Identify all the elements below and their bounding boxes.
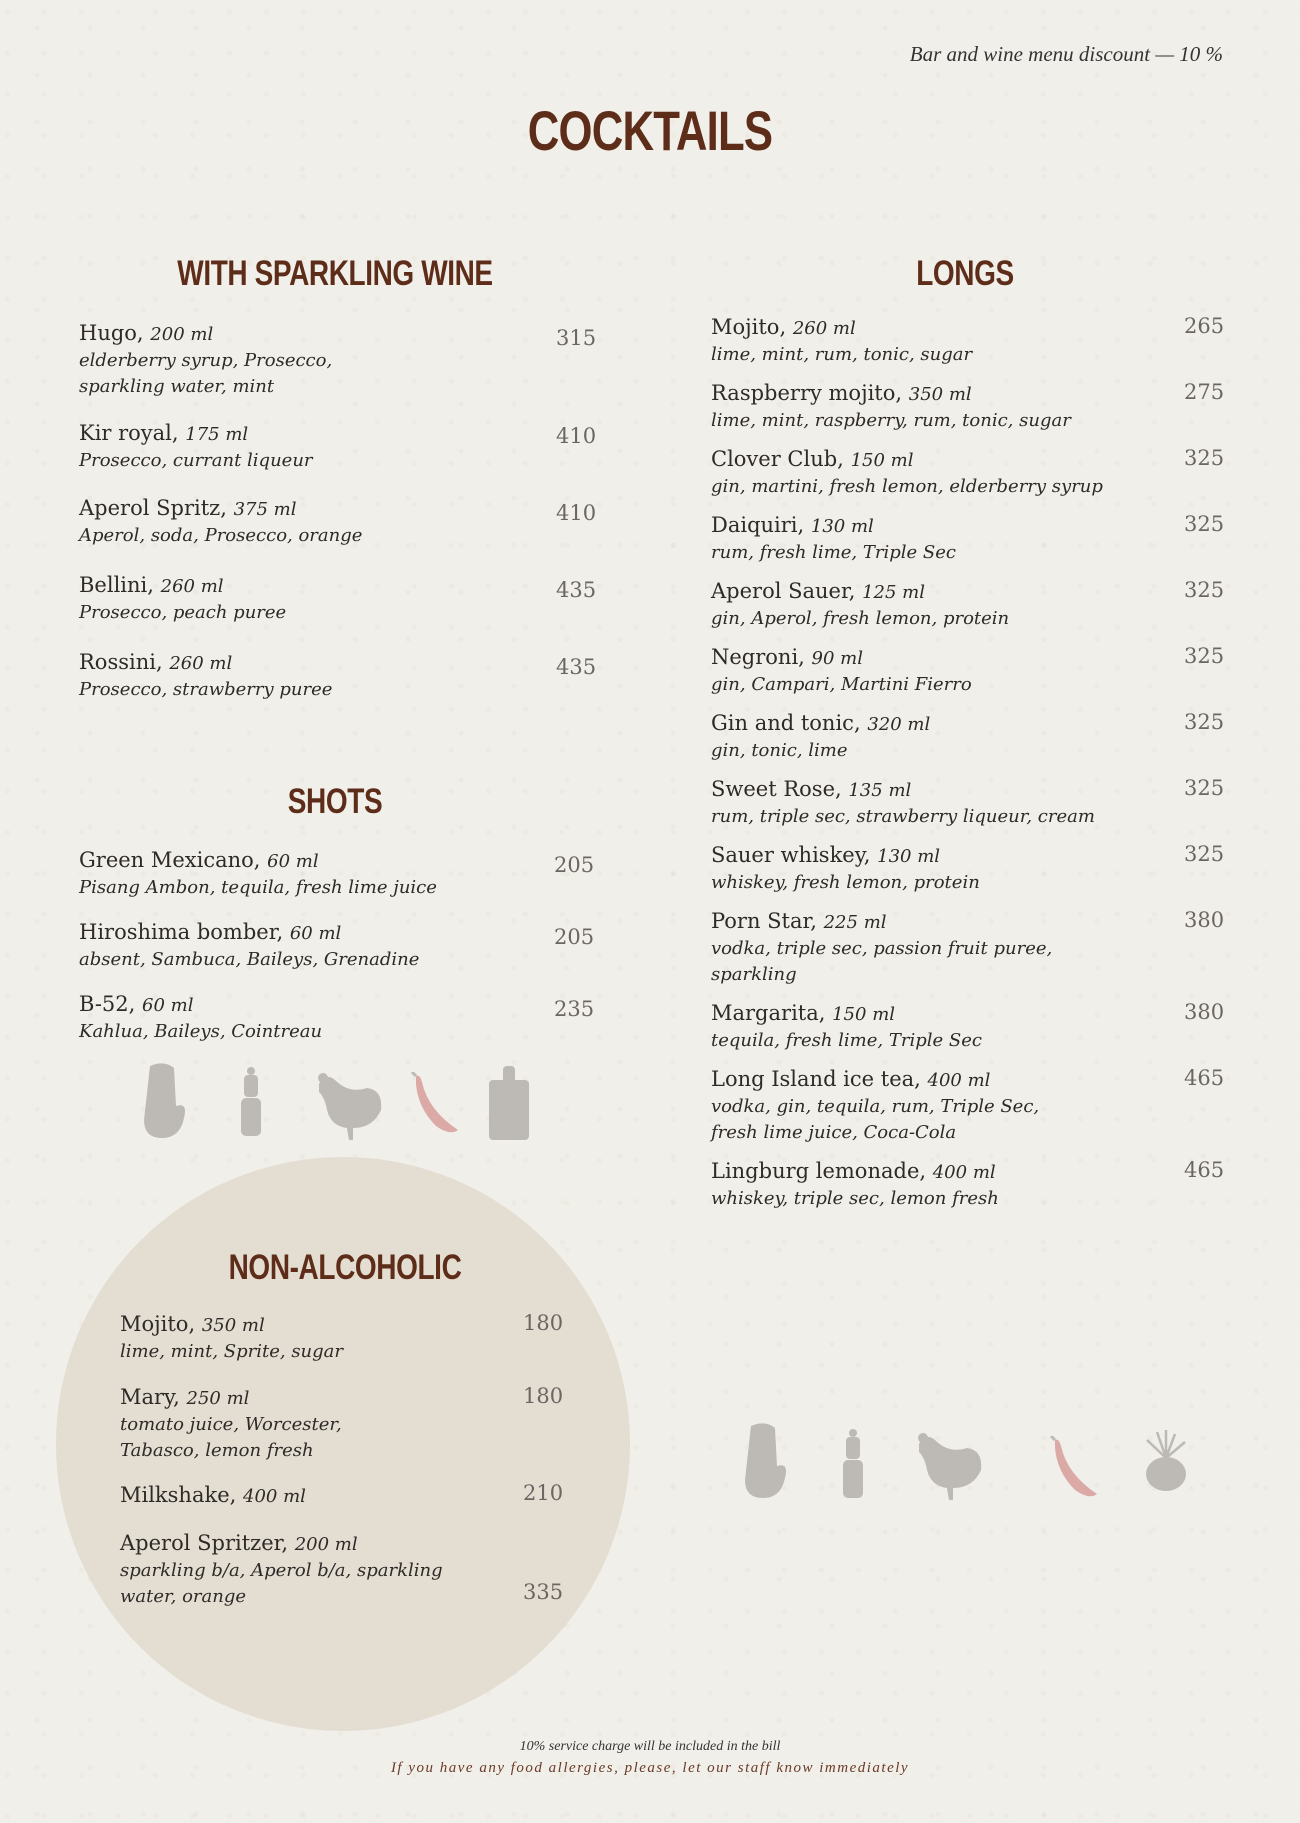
- item-price: 335: [523, 1580, 564, 1604]
- item-price: 325: [1184, 446, 1225, 470]
- item-price: 435: [556, 578, 597, 602]
- page-title: COCKTAILS: [527, 99, 773, 162]
- item-volume: 130 ml: [810, 516, 874, 537]
- menu-item: [79, 847, 437, 901]
- item-volume: 60 ml: [267, 851, 319, 872]
- item-description: whiskey, fresh lemon, protein: [711, 872, 980, 893]
- item-price: 205: [554, 925, 595, 949]
- item-volume: 350 ml: [201, 1315, 265, 1336]
- item-name: Sweet Rose,: [711, 777, 842, 801]
- item-price: 275: [1184, 380, 1225, 404]
- item-name: Hiroshima bomber,: [79, 920, 284, 944]
- item-name: Long Island ice tea,: [711, 1067, 921, 1091]
- menu-item: [711, 314, 972, 368]
- item-description: elderberry syrup, Prosecco,: [79, 350, 333, 371]
- menu-item: [120, 1384, 342, 1464]
- item-name: Aperol Spritzer,: [120, 1531, 289, 1555]
- item-volume: 375 ml: [233, 499, 297, 520]
- menu-item: [711, 1158, 999, 1212]
- item-description: rum, triple sec, strawberry liqueur, cream: [711, 806, 1095, 827]
- item-name: Mary,: [120, 1385, 180, 1409]
- item-name: Porn Star,: [711, 909, 817, 933]
- menu-item: [711, 380, 1071, 434]
- item-description: whiskey, triple sec, lemon fresh: [711, 1188, 999, 1209]
- item-description: Prosecco, peach puree: [79, 602, 287, 623]
- item-volume: 60 ml: [142, 995, 194, 1016]
- menu-item: [120, 1482, 306, 1510]
- item-description: water, orange: [120, 1586, 247, 1607]
- item-price: 325: [1184, 776, 1225, 800]
- menu-item: [711, 1066, 1039, 1146]
- item-description: sparkling: [711, 964, 797, 985]
- item-name: Daiquiri,: [711, 513, 805, 537]
- rooster-icon: [313, 1070, 385, 1144]
- item-volume: 350 ml: [908, 384, 972, 405]
- item-price: 205: [554, 853, 595, 877]
- item-price: 180: [523, 1384, 564, 1408]
- item-description: Pisang Ambon, tequila, fresh lime juice: [79, 877, 437, 898]
- item-price: 325: [1184, 644, 1225, 668]
- oven-mitt-icon: [741, 1422, 789, 1500]
- item-volume: 90 ml: [811, 648, 863, 669]
- item-name: Gin and tonic,: [711, 711, 861, 735]
- item-name: Raspberry mojito,: [711, 381, 903, 405]
- item-description: sparkling b/a, Aperol b/a, sparkling: [120, 1560, 443, 1581]
- item-description: gin, martini, fresh lemon, elderberry syrup: [711, 476, 1103, 497]
- item-name: Margarita,: [711, 1001, 826, 1025]
- menu-item: [79, 320, 332, 400]
- onion-icon: [1137, 1428, 1195, 1494]
- chili-pepper-icon: [1049, 1436, 1103, 1500]
- section-title-longs: LONGS: [916, 254, 1014, 293]
- section-title-shots: SHOTS: [287, 782, 383, 821]
- allergy-note: If you have any food allergies, please, let our staff know immediately: [390, 1760, 910, 1776]
- menu-item: [711, 908, 1052, 988]
- item-price: 380: [1184, 1000, 1225, 1024]
- section-title-non-alcoholic: NON-ALCOHOLIC: [228, 1248, 462, 1287]
- item-volume: 150 ml: [850, 450, 914, 471]
- item-price: 325: [1184, 512, 1225, 536]
- item-description: gin, Campari, Martini Fierro: [711, 674, 972, 695]
- menu-item: [79, 919, 419, 973]
- item-description: absent, Sambuca, Baileys, Grenadine: [79, 949, 420, 970]
- item-description: Kahlua, Baileys, Cointreau: [79, 1021, 323, 1042]
- menu-item: [711, 710, 930, 764]
- item-price: 380: [1184, 908, 1225, 932]
- item-description: sparkling water, mint: [79, 376, 275, 397]
- item-volume: 400 ml: [927, 1070, 991, 1091]
- rooster-icon: [913, 1430, 985, 1504]
- item-volume: 200 ml: [150, 324, 214, 345]
- item-volume: 60 ml: [289, 923, 342, 944]
- item-name: Clover Club,: [711, 447, 844, 471]
- item-name: Milkshake,: [120, 1483, 237, 1507]
- item-name: Hugo,: [79, 321, 144, 345]
- item-price: 465: [1184, 1066, 1225, 1090]
- item-description: lime, mint, Sprite, sugar: [120, 1341, 344, 1362]
- item-volume: 150 ml: [832, 1004, 896, 1025]
- item-price: 265: [1184, 314, 1225, 338]
- item-volume: 175 ml: [185, 424, 249, 445]
- menu-item: [79, 420, 313, 474]
- item-volume: 260 ml: [169, 653, 233, 674]
- item-volume: 320 ml: [867, 714, 931, 735]
- item-price: 410: [556, 424, 597, 448]
- menu-item: [79, 572, 286, 626]
- item-name: Lingburg lemonade,: [711, 1159, 927, 1183]
- item-description: tequila, fresh lime, Triple Sec: [711, 1030, 982, 1051]
- item-description: Prosecco, currant liqueur: [79, 450, 313, 471]
- item-price: 435: [556, 655, 597, 679]
- oven-mitt-icon: [140, 1062, 188, 1140]
- item-price: 210: [523, 1481, 564, 1505]
- item-description: Tabasco, lemon fresh: [120, 1440, 314, 1461]
- item-description: vodka, triple sec, passion fruit puree,: [711, 938, 1053, 959]
- item-volume: 250 ml: [186, 1388, 250, 1409]
- item-name: B-52,: [79, 992, 136, 1016]
- item-price: 325: [1184, 710, 1225, 734]
- item-name: Bellini,: [79, 573, 154, 597]
- menu-item: [711, 842, 980, 896]
- item-description: Prosecco, strawberry puree: [79, 679, 333, 700]
- menu-item: [711, 578, 1009, 632]
- item-price: 315: [556, 326, 597, 350]
- item-description: gin, Aperol, fresh lemon, protein: [711, 608, 1010, 629]
- item-price: 180: [523, 1311, 564, 1335]
- item-description: tomato juice, Worcester,: [120, 1414, 342, 1435]
- pepper-mill-icon: [838, 1428, 868, 1500]
- menu-item: [79, 495, 362, 549]
- menu-item: [79, 649, 332, 703]
- menu-item: [79, 991, 322, 1045]
- item-name: Sauer whiskey,: [711, 843, 871, 867]
- item-name: Mojito,: [711, 315, 787, 339]
- cutting-board-icon: [487, 1066, 531, 1142]
- item-volume: 260 ml: [792, 318, 856, 339]
- pepper-mill-icon: [236, 1066, 266, 1138]
- item-name: Rossini,: [79, 650, 163, 674]
- item-description: fresh lime juice, Coca-Cola: [711, 1122, 957, 1143]
- item-name: Aperol Spritz,: [79, 496, 227, 520]
- item-name: Mojito,: [120, 1312, 196, 1336]
- item-volume: 225 ml: [823, 912, 887, 933]
- item-description: lime, mint, raspberry, rum, tonic, sugar: [711, 410, 1071, 431]
- item-volume: 400 ml: [243, 1486, 306, 1507]
- item-volume: 400 ml: [932, 1162, 996, 1183]
- item-price: 325: [1184, 842, 1225, 866]
- item-name: Kir royal,: [79, 421, 179, 445]
- menu-item: [711, 644, 972, 698]
- service-charge-note: 10% service charge will be included in the bill: [519, 1739, 781, 1754]
- item-price: 465: [1184, 1158, 1225, 1182]
- menu-item: [711, 776, 1095, 830]
- item-description: gin, tonic, lime: [711, 740, 848, 761]
- menu-item: [711, 1000, 982, 1054]
- item-name: Green Mexicano,: [79, 848, 261, 872]
- item-price: 235: [554, 997, 595, 1021]
- item-volume: 130 ml: [877, 846, 941, 867]
- section-title-sparkling: WITH SPARKLING WINE: [177, 254, 493, 293]
- item-volume: 200 ml: [294, 1534, 358, 1555]
- item-price: 325: [1184, 578, 1225, 602]
- menu-item: [120, 1530, 443, 1610]
- item-description: lime, mint, rum, tonic, sugar: [711, 344, 973, 365]
- item-name: Negroni,: [711, 645, 805, 669]
- menu-item: [120, 1311, 343, 1365]
- item-name: Aperol Sauer,: [711, 579, 856, 603]
- chili-pepper-icon: [410, 1072, 464, 1136]
- discount-note: Bar and wine menu discount — 10 %: [909, 42, 1223, 66]
- item-description: rum, fresh lime, Triple Sec: [711, 542, 956, 563]
- menu-item: [711, 446, 1103, 500]
- item-description: Aperol, soda, Prosecco, orange: [79, 525, 363, 546]
- item-volume: 125 ml: [862, 582, 925, 603]
- item-volume: 260 ml: [160, 576, 224, 597]
- item-volume: 135 ml: [848, 780, 912, 801]
- item-price: 410: [556, 501, 597, 525]
- menu-item: [711, 512, 956, 566]
- item-description: vodka, gin, tequila, rum, Triple Sec,: [711, 1096, 1040, 1117]
